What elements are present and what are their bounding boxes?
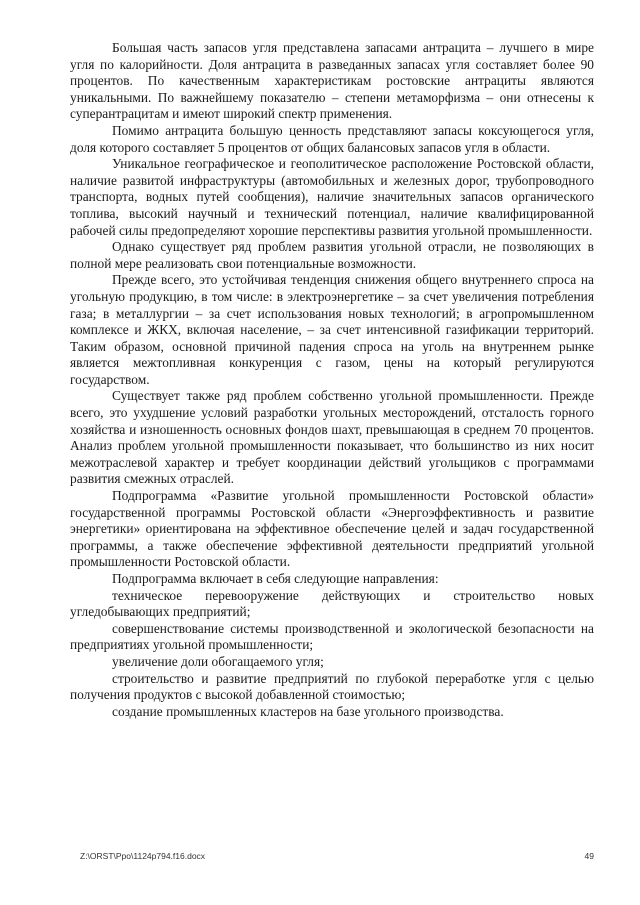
paragraph: Уникальное географическое и геополитическое расположение Ростовской области, наличие развитой инфраструктуры (автомобильных и железных дорог, трубопроводного транспорта, водных путей сообщения), наличие значительных запасов органического топлива, высокий научный и технический потенциал, наличие квалифицированной рабочей силы предопределяют хорошие перспективы развития угольной промышленности. [70, 156, 594, 238]
paragraph: Прежде всего, это устойчивая тенденция снижения общего внутреннего спроса на угольную продукцию, в том числе: в электроэнергетике – за счет увеличения потребления газа; в металлургии – за счет использования новых технологий; в агропромышленном комплексе и ЖКХ, включая население, – за счет интенсивной газификации территорий. Таким образом, основной причиной падения спроса на уголь на внутреннем рынке является межтопливная конкуренция с газом, цены на который регулируются государством. [70, 272, 594, 387]
list-item: техническое перевооружение действующих и строительство новых угледобывающих предприятий; [70, 587, 594, 620]
footer-file-path: Z:\ORST\Ppo\1124p794.f16.docx [80, 851, 206, 861]
list-item: совершенствование системы производственной и экологической безопасности на предприятиях угольной промышленности; [70, 620, 594, 653]
page-number: 49 [584, 851, 594, 861]
paragraph: Помимо антрацита большую ценность представляют запасы коксующегося угля, доля которого составляет 5 процентов от общих балансовых запасов угля в области. [70, 122, 594, 155]
list-item: строительство и развитие предприятий по глубокой переработке угля с целью получения продуктов с высокой добавленной стоимостью; [70, 670, 594, 703]
paragraph: Подпрограмма «Развитие угольной промышленности Ростовской области» государственной программы Ростовской области «Энергоэффективность и развитие энергетики» ориентирована на эффективное обеспечение целей и задач государственной программы, а также обеспечение эффективной деятельности предприятий угольной промышленности Ростовской области. [70, 488, 594, 570]
list-item: создание промышленных кластеров на базе угольного производства. [112, 703, 504, 719]
paragraph: Существует также ряд проблем собственно угольной промышленности. Прежде всего, это ухудшение условий разработки угольных месторождений, отсталость горного хозяйства и изношенность основных фондов шахт, превышающая в среднем 70 процентов. Анализ проблем угольной промышленности показывает, что большинство из них носит межотраслевой характер и требует координации действий угольщиков с программами развития смежных отраслей. [70, 388, 594, 487]
page-footer [80, 851, 594, 861]
paragraph: Подпрограмма включает в себя следующие направления: [112, 571, 439, 586]
list-item: увеличение доли обогащаемого угля; [112, 653, 324, 669]
paragraph: Большая часть запасов угля представлена запасами антрацита – лучшего в мире угля по калорийности. Доля антрацита в разведанных запасах угля составляет более 90 процентов. По качественным характеристикам ростовские антрациты являются уникальными. По важнейшему показателю – степени метаморфизма – они отнесены к суперантрацитам и имеют широкий спектр применения. [70, 40, 594, 122]
document-body [70, 40, 594, 720]
paragraph: Однако существует ряд проблем развития угольной отрасли, не позволяющих в полной мере реализовать свои потенциальные возможности. [70, 239, 594, 271]
